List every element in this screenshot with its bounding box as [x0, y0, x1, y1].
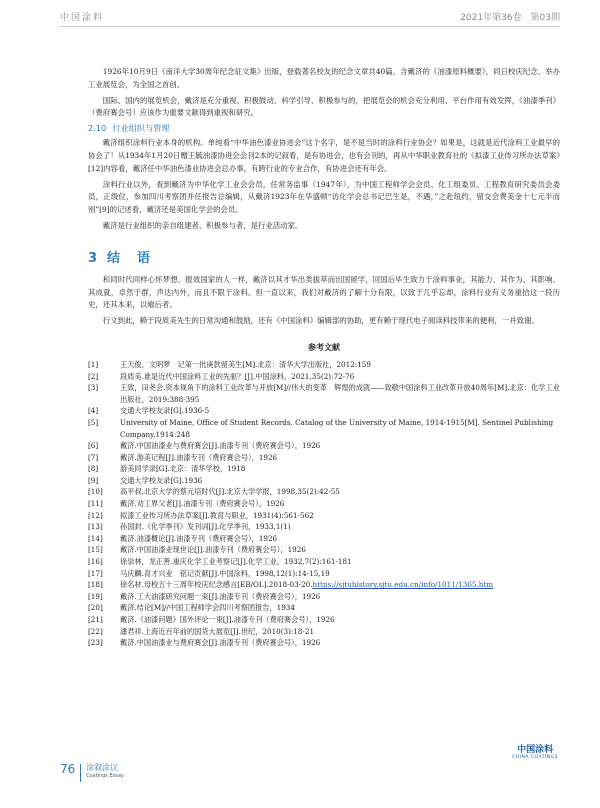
reference-text: [120, 475, 560, 487]
reference-item: [88, 591, 560, 603]
reference-text: [120, 591, 560, 603]
reference-citation: 王天俊，文明梦 记第一批庚款留美生[M].北京：清华大学出版社，2012:159: [120, 359, 371, 369]
reference-number: [12]: [88, 510, 103, 520]
reference-item: [88, 371, 560, 383]
paragraph: 戴济是行业组织的亲自组建者、积极参与者，是行业活动家。: [102, 220, 303, 230]
column-name: 涂叙涂议: [86, 763, 118, 772]
section-title: 行业组织与管理: [112, 123, 170, 134]
reference-citation: 戴济.游美记程[J].油漆专刊（费府赛会号），1926: [120, 452, 278, 462]
reference-text: [120, 510, 560, 522]
references-title: 参考文献: [308, 341, 340, 352]
paragraph: 国际、国内的展览机会，戴济是充分重视、积极鼓动、科学引导、积极参与的，把展览会的机会充分利用、平台作用有效发挥，《油漆季刊》（费府赛会号）应该作为重要文献得到重视和研究。: [88, 95, 560, 118]
reference-citation: 交通大学校友录[G].1936: [120, 475, 203, 485]
reference-citation: 段质美.谁是近代中国涂料工业的先驱？[J].中国涂料，2021,35(2):72-76: [120, 371, 355, 381]
reference-item: [88, 521, 560, 533]
reference-item: [88, 405, 560, 417]
reference-text: [120, 626, 560, 638]
brand-logo-cn: 中国涂料: [517, 745, 554, 755]
reference-text: [120, 614, 560, 626]
reference-text: [120, 371, 560, 383]
reference-number: [7]: [88, 452, 99, 462]
reference-item: [88, 579, 560, 591]
reference-number: [1]: [88, 359, 99, 369]
reference-item: [88, 533, 560, 545]
issue-info: 2021年第36卷 第03期: [460, 13, 560, 23]
reference-item: [88, 602, 560, 614]
reference-citation: 戴济.中国油漆业与费府赛会[J].油漆专刊（费府赛会号），1926: [120, 441, 321, 451]
reference-text: [120, 556, 560, 568]
brand-logo: [512, 742, 558, 760]
reference-text: [120, 463, 560, 475]
reference-number: [21]: [88, 615, 103, 625]
reference-item: [88, 463, 560, 475]
reference-citation: 交通大学校友录[G].1936-5: [120, 406, 210, 416]
reference-number: [11]: [88, 499, 103, 509]
reference-text: [120, 637, 560, 649]
reference-text: [120, 382, 560, 405]
reference-citation: 徐崇林，龙正善.重庆化学工业考察记[J].化学工业，1932,7(2):161-181: [120, 557, 352, 567]
reference-citation: 戴济.中国油漆业现世论[J].油漆专刊（费府赛会号），1926: [120, 545, 306, 555]
reference-text: [120, 568, 560, 580]
reference-citation: 戴济.工大油漆研究问题一束[J].油漆专刊（费府赛会号），1926: [120, 591, 321, 601]
column-name-en: Coatings Essay: [86, 773, 124, 779]
reference-number: [16]: [88, 557, 103, 567]
reference-number: [18]: [88, 580, 103, 590]
footer-divider: [80, 764, 81, 782]
reference-citation: University of Maine, Office of Student Records. Catalog of the University of Maine, 1914-1915[M]. Sentinel Publishing Company,1914:248: [120, 417, 554, 439]
reference-item: [88, 637, 560, 649]
reference-item: [88, 544, 560, 556]
paragraph: 行文到此，赖于段质美先生的日常沟通和鼓励，还有《中国涂料》编辑部的协助，更有赖于现代电子阅读科技带来的便利，一并致谢。: [102, 316, 539, 326]
reference-number: [15]: [88, 545, 103, 555]
reference-item: [88, 475, 560, 487]
reference-citation: 游美同学录[G].北京：清华学校，1918: [120, 464, 246, 474]
reference-number: [2]: [88, 371, 99, 381]
reference-number: [17]: [88, 568, 103, 578]
reference-citation: 戴济.劝工界父老[J].油漆专刊（费府赛会号），1926: [120, 499, 285, 509]
reference-item: [88, 417, 560, 440]
reference-text: [120, 579, 560, 591]
reference-text: [120, 602, 560, 614]
paragraph: 涂料行业以外，查到戴济为中华化学工业会会员，任常务监事（1947年），为中国工程师学会会员、化工组委员、工程教育研究委员会委员，正级位，参加四川考察团并任报告总编辑，从戴济1923年在华盛顿“访化学会总书记巴生是，不遇，”之赴纽约，留交会费美金十七元半而别”[9]的记述看，戴济还是美国化学会的会员。: [88, 179, 560, 215]
reference-text: [120, 440, 560, 452]
reference-number: [23]: [88, 638, 103, 648]
brand-logo-en: CHINA COATINGS: [512, 755, 558, 760]
reference-item: [88, 452, 560, 464]
article-body: [88, 66, 560, 649]
reference-citation: 潘君祥.上海近百年前的国货大展览[J].世纪，2010(3):18-21: [120, 626, 315, 636]
reference-item: [88, 626, 560, 638]
reference-number: [13]: [88, 522, 103, 532]
reference-citation: 高平叔.北京大学的蔡元培时代[J].北京大学学报，1998,35(2):42-55: [120, 487, 340, 497]
reference-text: [120, 405, 560, 417]
reference-citation: 拟漆工业传习所办法草案[J].教育与职业，1931(4):561-562: [120, 510, 314, 520]
header-divider: [60, 26, 560, 27]
reference-item: [88, 359, 560, 371]
reference-item: [88, 486, 560, 498]
reference-text: [120, 544, 560, 556]
references-list: [88, 359, 560, 649]
section-title: 结 语: [107, 250, 153, 266]
reference-item: [88, 568, 560, 580]
reference-citation: 孙国封.《化学季刊》发刊词[J].化学季刊，1933,1(1): [120, 522, 291, 532]
section-heading-2-10: [88, 123, 560, 134]
paragraph: 戴济组织涂料行业本身的机构。单纯看“中华油色漆业协进会”这个名字，是不是当时的涂料行业协会？如果是，这就是近代涂料工业最早的协会了！从1934年1月20日赠王毓油漆协进会会刊2本的记叙看，是有协进会，也有会刊的，再从中华职业教育社的《拟漆工业传习所办法草案》[12]内容看，戴济任中华油色漆业协进会总办事，有跨行业的专业合作，有协进会还有年会。: [88, 138, 560, 173]
reference-text: [120, 417, 560, 440]
page-number: 76: [60, 762, 76, 776]
section-number: 3: [88, 250, 100, 266]
reference-number: [20]: [88, 603, 103, 613]
reference-text: [120, 533, 560, 545]
reference-item: [88, 498, 560, 510]
reference-link[interactable]: https://sjtuhistory.sjtu.edu.cn/info/1011/1365.htm: [312, 580, 494, 590]
reference-number: [4]: [88, 406, 99, 416]
reference-number: [6]: [88, 441, 99, 451]
reference-number: [22]: [88, 626, 103, 636]
journal-name: 中国涂料: [60, 13, 105, 23]
reference-citation: 戴济.《油漆问题》国外评论一束[J].油漆专刊（费府赛会号），1926: [120, 615, 335, 625]
reference-number: [14]: [88, 533, 103, 543]
section-heading-3: [88, 247, 560, 266]
reference-item: [88, 614, 560, 626]
reference-citation: 徐名材.母校五十三周年校庆纪念感言[EB/OL].2018-03-20.: [120, 580, 313, 590]
reference-text: [120, 498, 560, 510]
reference-item: [88, 556, 560, 568]
reference-number: [8]: [88, 464, 99, 474]
reference-item: [88, 440, 560, 452]
reference-citation: 马庆麟.育才兴业 铭记贡献[J].中国涂料，1998,12(1):14-15,19: [120, 568, 330, 578]
reference-text: [120, 521, 560, 533]
reference-text: [120, 359, 560, 371]
reference-number: [10]: [88, 487, 103, 497]
reference-citation: 戴济.中国油漆业与费府赛会[J].油漆专刊（费府赛会号），1926: [120, 638, 321, 648]
reference-citation: 戴济.结论[M]//中国工程师学会四川考察团报告，1934: [120, 603, 295, 613]
reference-item: [88, 510, 560, 522]
reference-citation: 戴济.油漆概论[J].油漆专刊（费府赛会号），1926: [120, 533, 278, 543]
section-number: 2.10: [88, 123, 107, 134]
reference-text: [120, 452, 560, 464]
reference-number: [3]: [88, 383, 99, 393]
reference-item: [88, 382, 560, 405]
reference-number: [19]: [88, 591, 103, 601]
reference-text: [120, 486, 560, 498]
page-header: [0, 0, 600, 30]
reference-number: [9]: [88, 475, 99, 485]
reference-citation: 王致，田尧会.资本视角下的涂料工业改革与开放[M]//伟大的变革 辉煌的成就——致敬中国涂料工业改革开放40周年[M].北京：化学工业出版社，2019:388-395: [120, 383, 560, 404]
paragraph: 和同时代同样心怀梦想、报效国家的人一样，戴济以其才华出类拔萃而出国留学，回国后毕生致力于涂料事业，其能力、其作为、其影响、其成就，卓然于群，声达内外，而且不限于涂料。但一直以来，我们对戴济的了解十分有限，以致于几乎忘却，涂料行业有义务重拾这一段历史，还其本来，以飨后者。: [88, 274, 560, 310]
reference-number: [5]: [88, 417, 99, 427]
paragraph: 1926年10月9日《南洋大学30周年纪念征文集》出版，登载著名校友的纪念文章共40篇，含戴济的《油漆原料概要》，同日校庆纪念、举办工业展览会，为全国之首创。: [88, 67, 560, 89]
